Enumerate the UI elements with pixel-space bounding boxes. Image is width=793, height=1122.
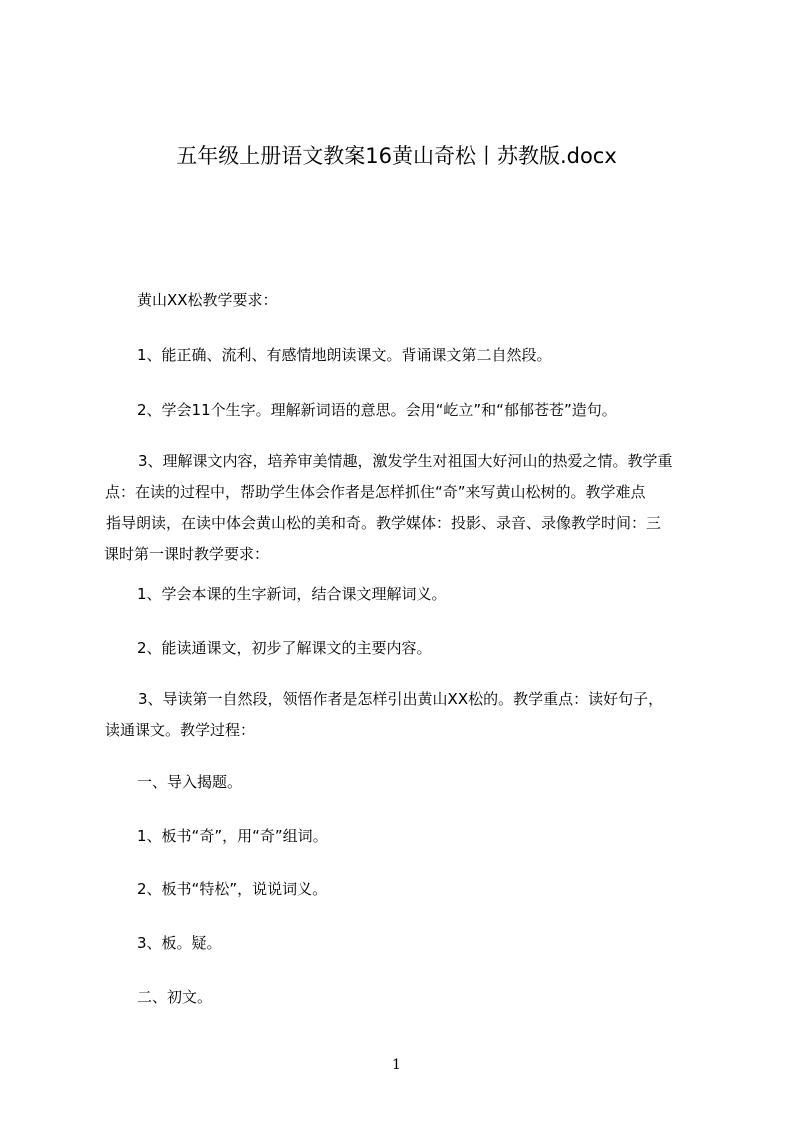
requirement-3-line-3: 指导朗读，在读中体会黄山松的美和奇。教学媒体：投影、录音、录像教学时间：三: [106, 514, 662, 532]
requirement-3-paragraph: [104, 451, 673, 575]
requirement-3-line-4: 课时第一课时教学要求：: [104, 545, 270, 563]
step-3: 3、板。疑。: [137, 934, 222, 952]
lesson-requirement-2: 2、能读通课文，初步了解课文的主要内容。: [137, 639, 432, 657]
requirement-2: 2、学会11个生字。理解新词语的意思。会用“屹立”和“郁郁苍苍”造句。: [137, 401, 617, 419]
lesson-requirement-3-paragraph: [104, 689, 663, 751]
lesson-requirement-1: 1、学会本课的生字新词，结合课文理解词义。: [137, 585, 447, 603]
section-1-heading: 一、导入揭题。: [137, 773, 243, 791]
requirement-3-line-1: 3、理解课文内容，培养审美情趣，激发学生对祖国大好河山的热爱之情。教学重: [138, 452, 673, 470]
page-number: 1: [392, 1057, 401, 1073]
requirement-3-line-2: 点：在读的过程中，帮助学生体会作者是怎样抓住“奇”来写黄山松树的。教学难点: [105, 483, 646, 501]
teaching-requirements-heading: 黄山XX松教学要求：: [137, 291, 278, 309]
requirement-1: 1、能正确、流利、有感情地朗读课文。背诵课文第二自然段。: [137, 346, 552, 364]
document-title: 五年级上册语文教案16黄山奇松丨苏教版.docx: [176, 144, 617, 168]
lesson-requirement-3-line-2: 读通课文。教学过程：: [105, 721, 256, 739]
step-1: 1、板书“奇”，用“奇”组词。: [137, 827, 328, 845]
lesson-requirement-3-line-1: 3、导读第一自然段，领悟作者是怎样引出黄山XX松的。教学重点：读好句子，: [138, 690, 664, 708]
step-2: 2、板书“特松”，说说词义。: [137, 880, 328, 898]
section-2-heading: 二、初文。: [137, 988, 213, 1006]
